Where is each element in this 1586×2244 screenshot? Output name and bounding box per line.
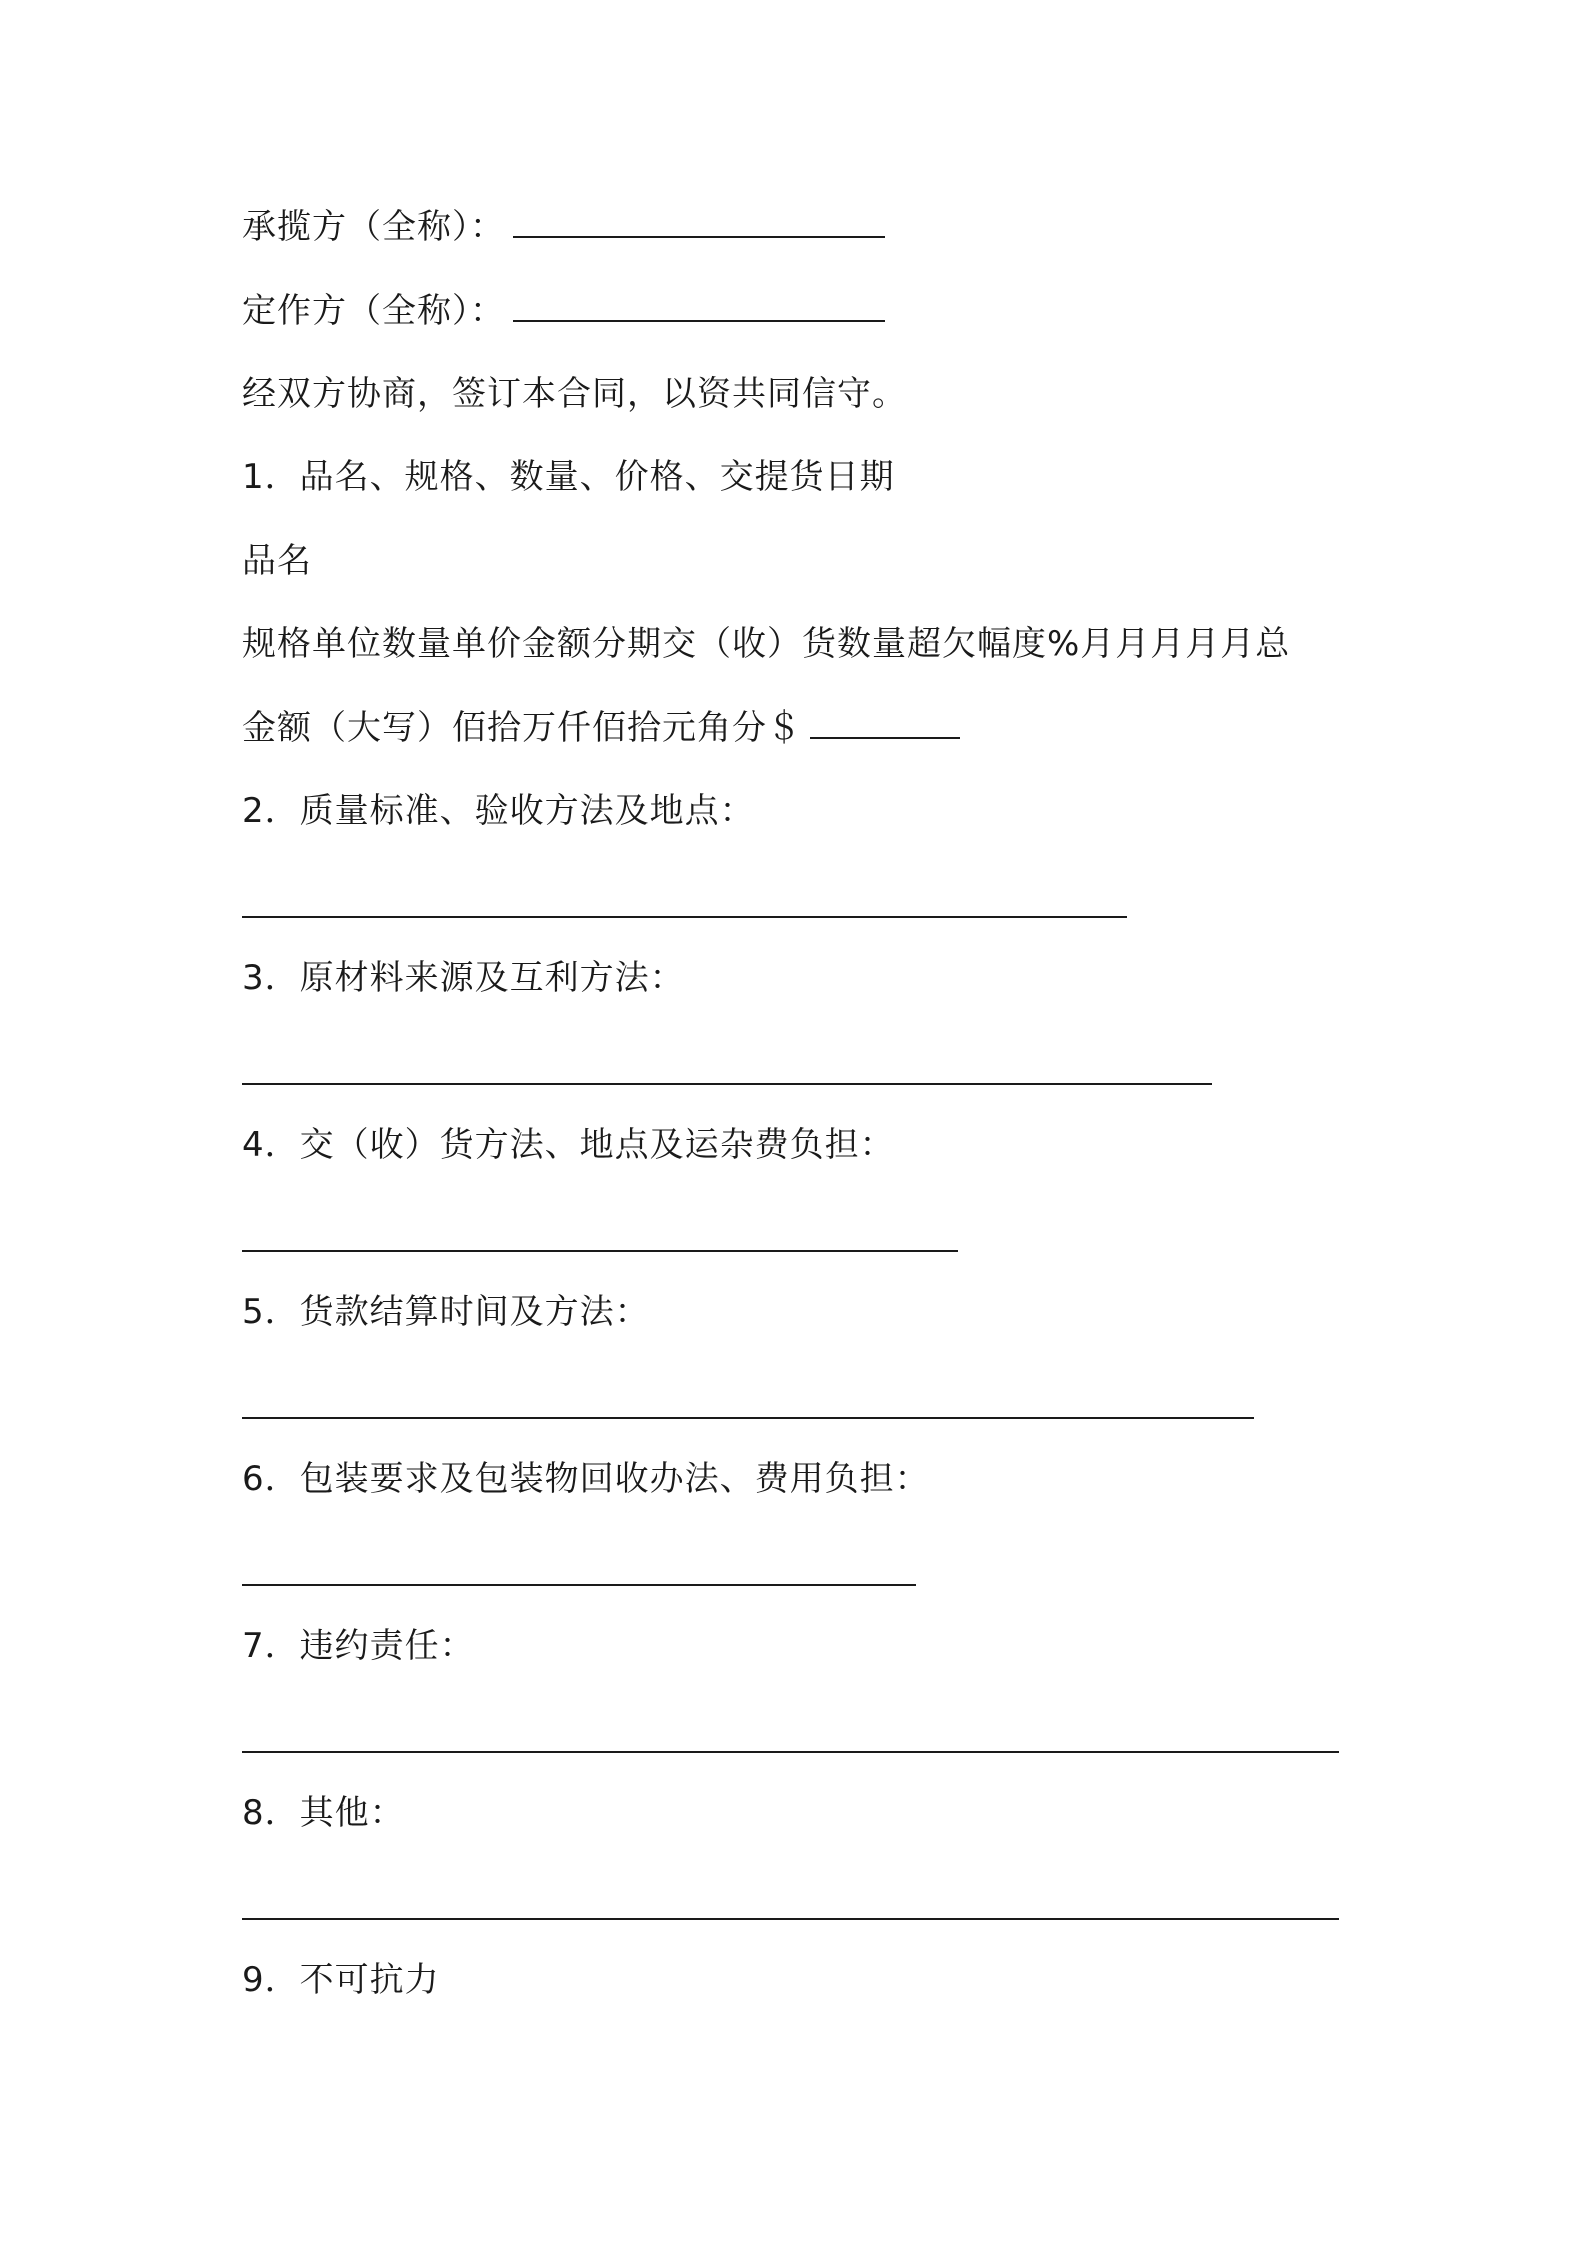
section-7-title: 7．违约责任： (242, 1626, 475, 1666)
section-7-blank[interactable] (242, 1751, 1339, 1753)
section-2-title: 2．质量标准、验收方法及地点： (242, 791, 755, 831)
section-1-total-row (242, 706, 960, 750)
section-4-blank[interactable] (242, 1250, 958, 1252)
section-8-blank[interactable] (242, 1918, 1339, 1920)
section-5-title: 5．货款结算时间及方法： (242, 1292, 650, 1332)
client-name-blank[interactable] (513, 292, 885, 322)
section-1-item-name: 品名 (242, 541, 312, 581)
section-6-blank[interactable] (242, 1584, 916, 1586)
client-label: 定作方（全称）： (242, 291, 505, 331)
section-6-title: 6．包装要求及包装物回收办法、费用负担： (242, 1459, 930, 1499)
contractor-name-blank[interactable] (513, 208, 885, 238)
contractor-row (242, 205, 885, 249)
section-9-title: 9．不可抗力 (242, 1960, 440, 2000)
preamble: 经双方协商，签订本合同，以资共同信守。 (242, 374, 907, 414)
section-3-title: 3．原材料来源及互利方法： (242, 958, 685, 998)
section-1-title: 1．品名、规格、数量、价格、交提货日期 (242, 457, 895, 497)
total-amount-blank[interactable] (810, 709, 960, 739)
section-2-blank[interactable] (242, 916, 1127, 918)
section-1-total-label: 金额（大写）佰拾万仟佰拾元角分＄ (242, 708, 802, 748)
section-3-blank[interactable] (242, 1083, 1212, 1085)
contractor-label: 承揽方（全称）： (242, 207, 505, 247)
section-5-blank[interactable] (242, 1417, 1254, 1419)
section-4-title: 4．交（收）货方法、地点及运杂费负担： (242, 1125, 895, 1165)
section-8-title: 8．其他： (242, 1793, 405, 1833)
section-1-columns: 规格单位数量单价金额分期交（收）货数量超欠幅度%月月月月月总 (242, 624, 1291, 664)
client-row (242, 289, 885, 333)
